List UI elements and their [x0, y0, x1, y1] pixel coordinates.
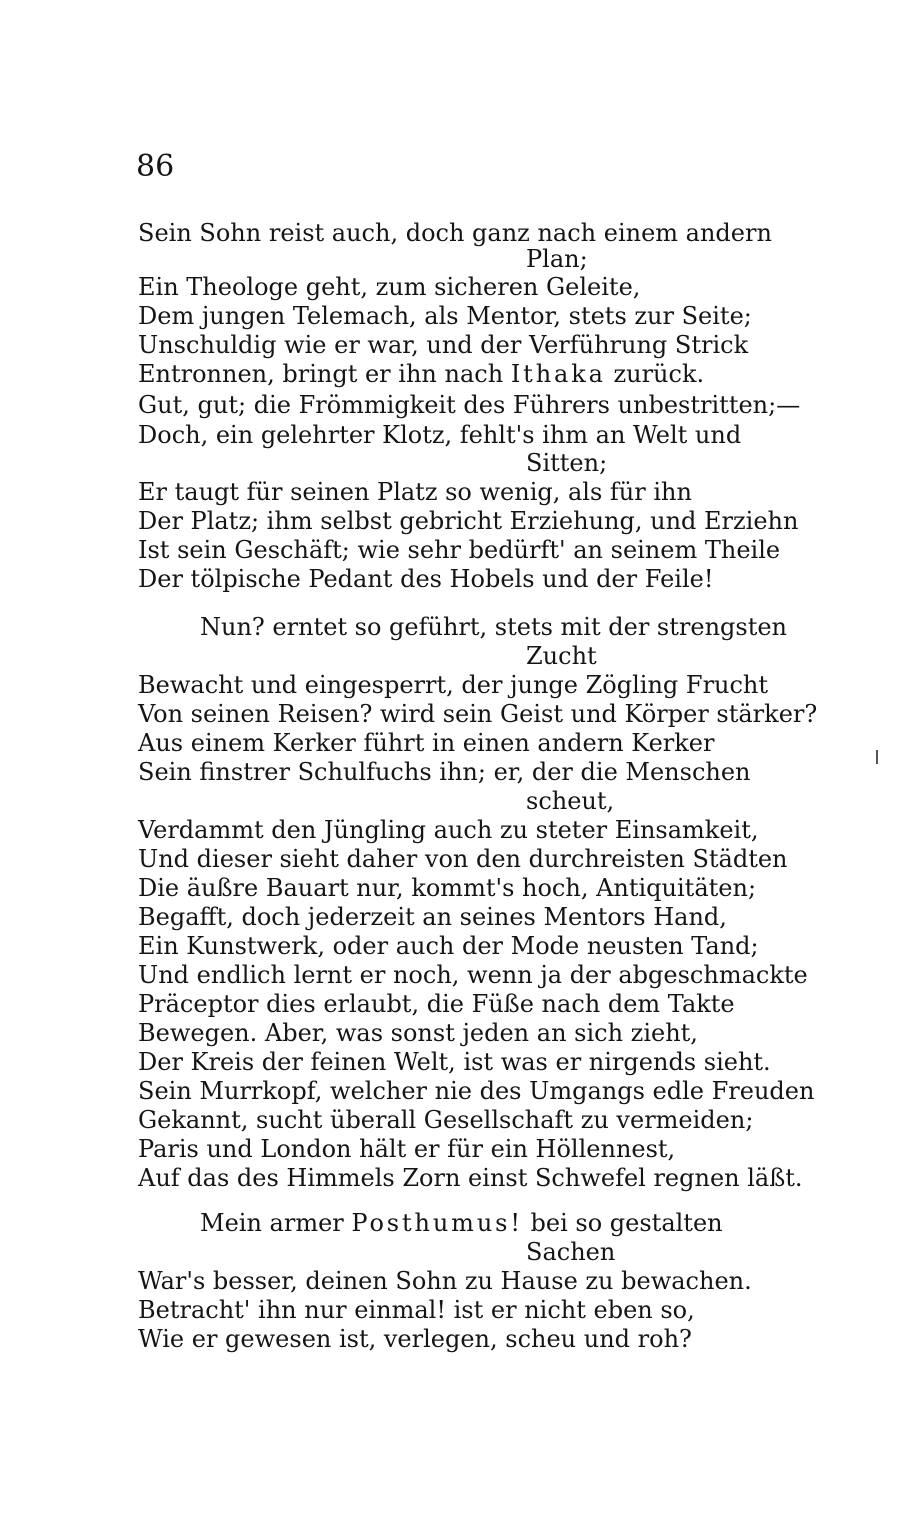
verse-line: Unschuldig wie er war, und der Verführung Strick	[138, 331, 749, 359]
verse-line: Von seinen Reisen? wird sein Geist und Körper stärker?	[138, 700, 818, 728]
verse-line: Bewegen. Aber, was sonst jeden an sich zieht,	[138, 1019, 698, 1047]
verse-line: Der Kreis der feinen Welt, ist was er nirgends sieht.	[138, 1048, 771, 1076]
verse-line-continuation: Sitten;	[526, 449, 608, 477]
verse-text: bei so gestalten	[530, 1209, 723, 1237]
verse-line: Sein Sohn reist auch, doch ganz nach einem andern	[138, 219, 772, 247]
verse-line: Doch, ein gelehrter Klotz, fehlt's ihm an Welt und	[138, 421, 742, 449]
verse-line: Auf das des Himmels Zorn einst Schwefel regnen läßt.	[138, 1164, 803, 1192]
verse-line: Der Platz; ihm selbst gebricht Erziehung, und Erziehn	[138, 507, 799, 535]
verse-line: Sein Murrkopf, welcher nie des Umgangs edle Freuden	[138, 1077, 815, 1105]
verse-line: Paris und London hält er für ein Höllennest,	[138, 1135, 676, 1163]
verse-line: Er taugt für seinen Platz so wenig, als für ihn	[138, 478, 692, 506]
verse-line: Nun? erntet so geführt, stets mit der strengsten	[200, 613, 788, 641]
verse-line: Bewacht und eingesperrt, der junge Zögling Frucht	[138, 671, 769, 699]
verse-line	[200, 1208, 723, 1238]
verse-text: Entronnen, bringt er ihn nach	[138, 360, 504, 388]
verse-line: Begafft, doch jederzeit an seines Mentors Hand,	[138, 903, 727, 931]
spaced-name: Ithaka	[510, 360, 606, 388]
verse-line: Ist sein Geschäft; wie sehr bedürft' an seinem Theile	[138, 536, 781, 564]
verse-line: Und endlich lernt er noch, wenn ja der abgeschmackte	[138, 961, 808, 989]
verse-line: Wie er gewesen ist, verlegen, scheu und roh?	[138, 1325, 692, 1353]
verse-line: Gut, gut; die Frömmigkeit des Führers unbestritten;—	[138, 391, 801, 419]
verse-line-continuation: Sachen	[526, 1238, 616, 1266]
verse-line: Der tölpische Pedant des Hobels und der Feile!	[138, 565, 714, 593]
verse-line-continuation: Plan;	[526, 245, 588, 273]
verse-line-continuation: scheut,	[526, 787, 615, 815]
margin-mark	[876, 750, 878, 764]
verse-line: Dem jungen Telemach, als Mentor, stets zur Seite;	[138, 302, 752, 330]
verse-line: Ein Theologe geht, zum sicheren Geleite,	[138, 273, 641, 301]
verse-line: Betracht' ihn nur einmal! ist er nicht eben so,	[138, 1296, 695, 1324]
verse-line: War's besser, deinen Sohn zu Hause zu bewachen.	[138, 1267, 752, 1295]
verse-text: zurück.	[613, 360, 705, 388]
verse-line: Sein finstrer Schulfuchs ihn; er, der die Menschen	[138, 758, 751, 786]
verse-line: Und dieser sieht daher von den durchreisten Städten	[138, 845, 788, 873]
verse-line: Präceptor dies erlaubt, die Füße nach dem Takte	[138, 990, 735, 1018]
verse-line: Verdammt den Jüngling auch zu steter Einsamkeit,	[138, 816, 759, 844]
verse-text: Mein armer	[200, 1209, 344, 1237]
verse-line-continuation: Zucht	[526, 642, 597, 670]
verse-line: Aus einem Kerker führt in einen andern Kerker	[138, 729, 715, 757]
verse-line: Ein Kunstwerk, oder auch der Mode neusten Tand;	[138, 932, 759, 960]
verse-line	[138, 359, 704, 389]
page-number: 86	[136, 149, 175, 184]
verse-line: Gekannt, sucht überall Gesellschaft zu vermeiden;	[138, 1106, 754, 1134]
spaced-name: Posthumus!	[351, 1209, 523, 1237]
verse-line: Die äußre Bauart nur, kommt's hoch, Antiquitäten;	[138, 874, 757, 902]
